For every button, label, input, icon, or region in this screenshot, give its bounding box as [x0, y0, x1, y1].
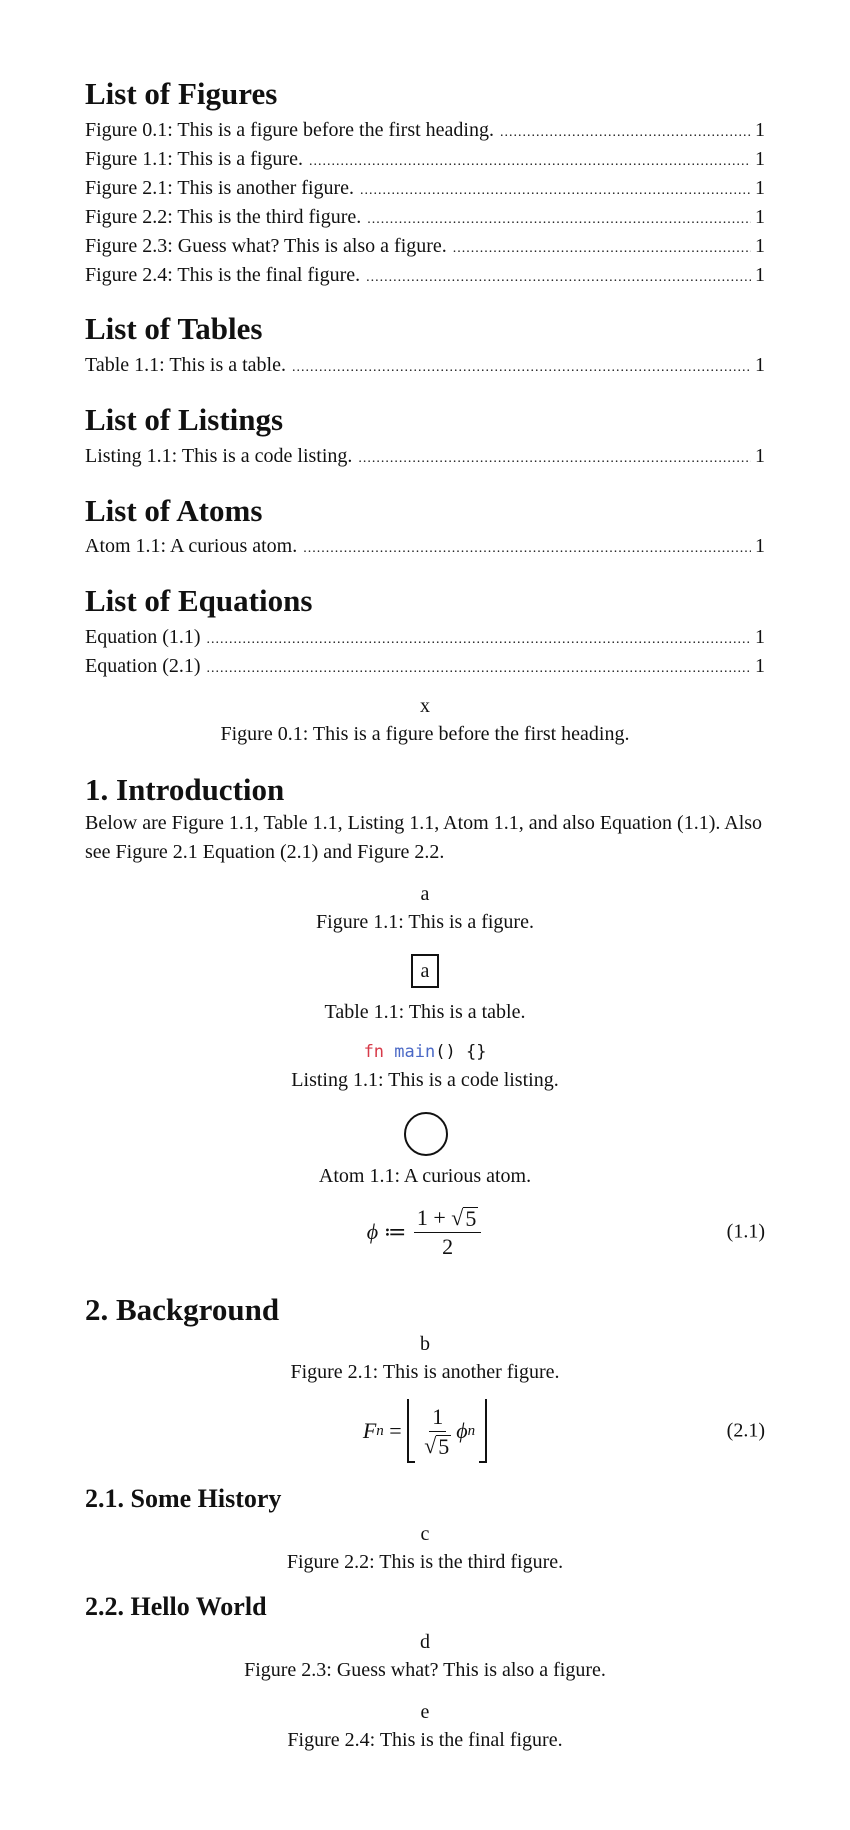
toc-entry-label: Figure 2.3: Guess what? This is also a figure.: [85, 235, 447, 257]
toc-entry-label: Table 1.1: This is a table.: [85, 354, 286, 376]
eq-sqrt: [451, 1206, 478, 1230]
introduction-heading: 1. Introduction: [85, 772, 285, 807]
list-of-atoms-heading: List of Atoms: [85, 493, 263, 528]
toc-entry-label: Figure 1.1: This is a figure.: [85, 148, 303, 170]
eq-sqrt: [424, 1434, 451, 1458]
figure-2-1-body: b: [420, 1333, 430, 1355]
eq-numerator-left: 1 +: [416, 1204, 452, 1230]
table-1-1-caption: Table 1.1: This is a table.: [324, 1001, 526, 1023]
toc-entry-figure-2-3[interactable]: [85, 232, 765, 260]
toc-leader-dots: [207, 626, 751, 654]
background-heading: 2. Background: [85, 1292, 280, 1327]
toc-entry-label: Figure 2.1: This is another figure.: [85, 177, 355, 199]
toc-entry-page: 1: [755, 626, 765, 648]
code-listing-1-1: [85, 1038, 765, 1066]
table-cell: a: [411, 954, 440, 988]
toc-entry-label: Figure 2.4: This is the final figure.: [85, 264, 361, 286]
toc-entry-equation-1-1[interactable]: [85, 623, 765, 651]
eq-denominator: [421, 1432, 454, 1459]
toc-entry-equation-2-1[interactable]: [85, 652, 765, 680]
toc-entry-label: Equation (2.1): [85, 655, 201, 677]
toc-entry-figure-2-1[interactable]: [85, 174, 765, 202]
eq-exponent: n: [467, 1422, 476, 1439]
floor-left-bracket: [407, 1399, 415, 1463]
code-rest: () {}: [435, 1042, 487, 1062]
eq-equals: =: [383, 1418, 408, 1443]
toc-entry-figure-2-2[interactable]: [85, 203, 765, 231]
eq-lhs-phi: ϕ: [366, 1219, 379, 1244]
figure-2-4-caption: Figure 2.4: This is the final figure.: [287, 1729, 563, 1751]
toc-entry-page: 1: [755, 206, 765, 228]
toc-entry-label: Figure 2.2: This is the third figure.: [85, 206, 362, 228]
toc-leader-dots: [303, 535, 751, 563]
toc-entry-page: 1: [755, 445, 765, 467]
code-keyword: fn: [363, 1042, 385, 1062]
toc-entry-figure-2-4[interactable]: [85, 261, 765, 289]
list-of-listings-heading: List of Listings: [85, 402, 284, 437]
eq-numerator: 1: [429, 1404, 446, 1432]
eq-base-phi: ϕ: [456, 1418, 468, 1443]
eq-fraction: [414, 1205, 482, 1260]
figure-2-2-body: c: [420, 1523, 430, 1545]
code-function-name: main: [394, 1042, 436, 1062]
figure-2-4-body: e: [420, 1701, 430, 1723]
floor-right-bracket: [479, 1399, 487, 1463]
toc-entry-page: 1: [755, 148, 765, 170]
toc-leader-dots: [453, 235, 751, 263]
toc-entry-table-1-1[interactable]: [85, 351, 765, 379]
equation-number: (2.1): [726, 1419, 765, 1442]
toc-entry-page: 1: [755, 235, 765, 257]
list-of-figures-heading: List of Figures: [85, 76, 278, 111]
toc-leader-dots: [500, 119, 751, 147]
toc-entry-label: Figure 0.1: This is a figure before the first heading.: [85, 119, 494, 141]
list-of-tables-heading: List of Tables: [85, 311, 263, 346]
toc-entry-figure-1-1[interactable]: [85, 145, 765, 173]
figure-2-2-caption: Figure 2.2: This is the third figure.: [286, 1551, 564, 1573]
toc-leader-dots: [309, 148, 751, 176]
eq-fraction: [421, 1404, 454, 1459]
list-of-equations-heading: List of Equations: [85, 583, 313, 618]
toc-entry-page: 1: [755, 535, 765, 557]
figure-0-1-body: x: [420, 695, 430, 717]
toc-entry-page: 1: [755, 354, 765, 376]
figure-2-3-caption: Figure 2.3: Guess what? This is also a figure.: [244, 1659, 606, 1681]
toc-entry-page: 1: [755, 119, 765, 141]
toc-entry-label: Equation (1.1): [85, 626, 201, 648]
figure-2-1-caption: Figure 2.1: This is another figure.: [290, 1361, 560, 1383]
equation-1-1: [85, 1202, 765, 1262]
figure-2-3-body: d: [420, 1631, 430, 1653]
toc-entry-figure-0-1[interactable]: [85, 116, 765, 144]
equation-number: (1.1): [726, 1220, 765, 1243]
some-history-heading: 2.1. Some History: [85, 1484, 282, 1513]
eq-denominator: 2: [442, 1233, 454, 1259]
eq-subscript: n: [376, 1422, 384, 1439]
radical-sign: √: [451, 1204, 464, 1230]
figure-0-1-caption: Figure 0.1: This is a figure before the first heading.: [220, 723, 630, 745]
eq-radicand: 5: [438, 1433, 450, 1459]
toc-entry-listing-1-1[interactable]: [85, 442, 765, 470]
toc-entry-page: 1: [755, 264, 765, 286]
atom-circle: [404, 1112, 448, 1156]
eq-lhs-f: F: [362, 1418, 377, 1443]
toc-leader-dots: [360, 177, 751, 205]
toc-leader-dots: [367, 206, 751, 234]
radical-sign: √: [424, 1432, 437, 1458]
eq-numerator: [414, 1205, 482, 1233]
toc-entry-page: 1: [755, 655, 765, 677]
toc-entry-page: 1: [755, 177, 765, 199]
listing-1-1-caption: Listing 1.1: This is a code listing.: [291, 1069, 559, 1091]
equation-2-1: [85, 1398, 765, 1464]
toc-entry-atom-1-1[interactable]: [85, 532, 765, 560]
eq-radicand: 5: [465, 1205, 477, 1231]
toc-entry-label: Atom 1.1: A curious atom.: [85, 535, 298, 557]
toc-leader-dots: [366, 264, 751, 292]
hello-world-heading: 2.2. Hello World: [85, 1592, 267, 1621]
table-1-1: [85, 954, 765, 988]
toc-entry-label: Listing 1.1: This is a code listing.: [85, 445, 353, 467]
eq-assign: ≔: [378, 1219, 412, 1244]
toc-leader-dots: [358, 445, 751, 473]
toc-leader-dots: [292, 354, 751, 382]
atom-1-1-caption: Atom 1.1: A curious atom.: [318, 1165, 532, 1187]
figure-1-1-caption: Figure 1.1: This is a figure.: [316, 911, 534, 933]
introduction-paragraph: Below are Figure 1.1, Table 1.1, Listing 1.1, Atom 1.1, and also Equation (1.1). Also see Figure 2.1 Equation (2.1) and Figure 2.2.: [85, 812, 763, 863]
toc-leader-dots: [207, 655, 751, 683]
figure-1-1-body: a: [420, 883, 430, 905]
